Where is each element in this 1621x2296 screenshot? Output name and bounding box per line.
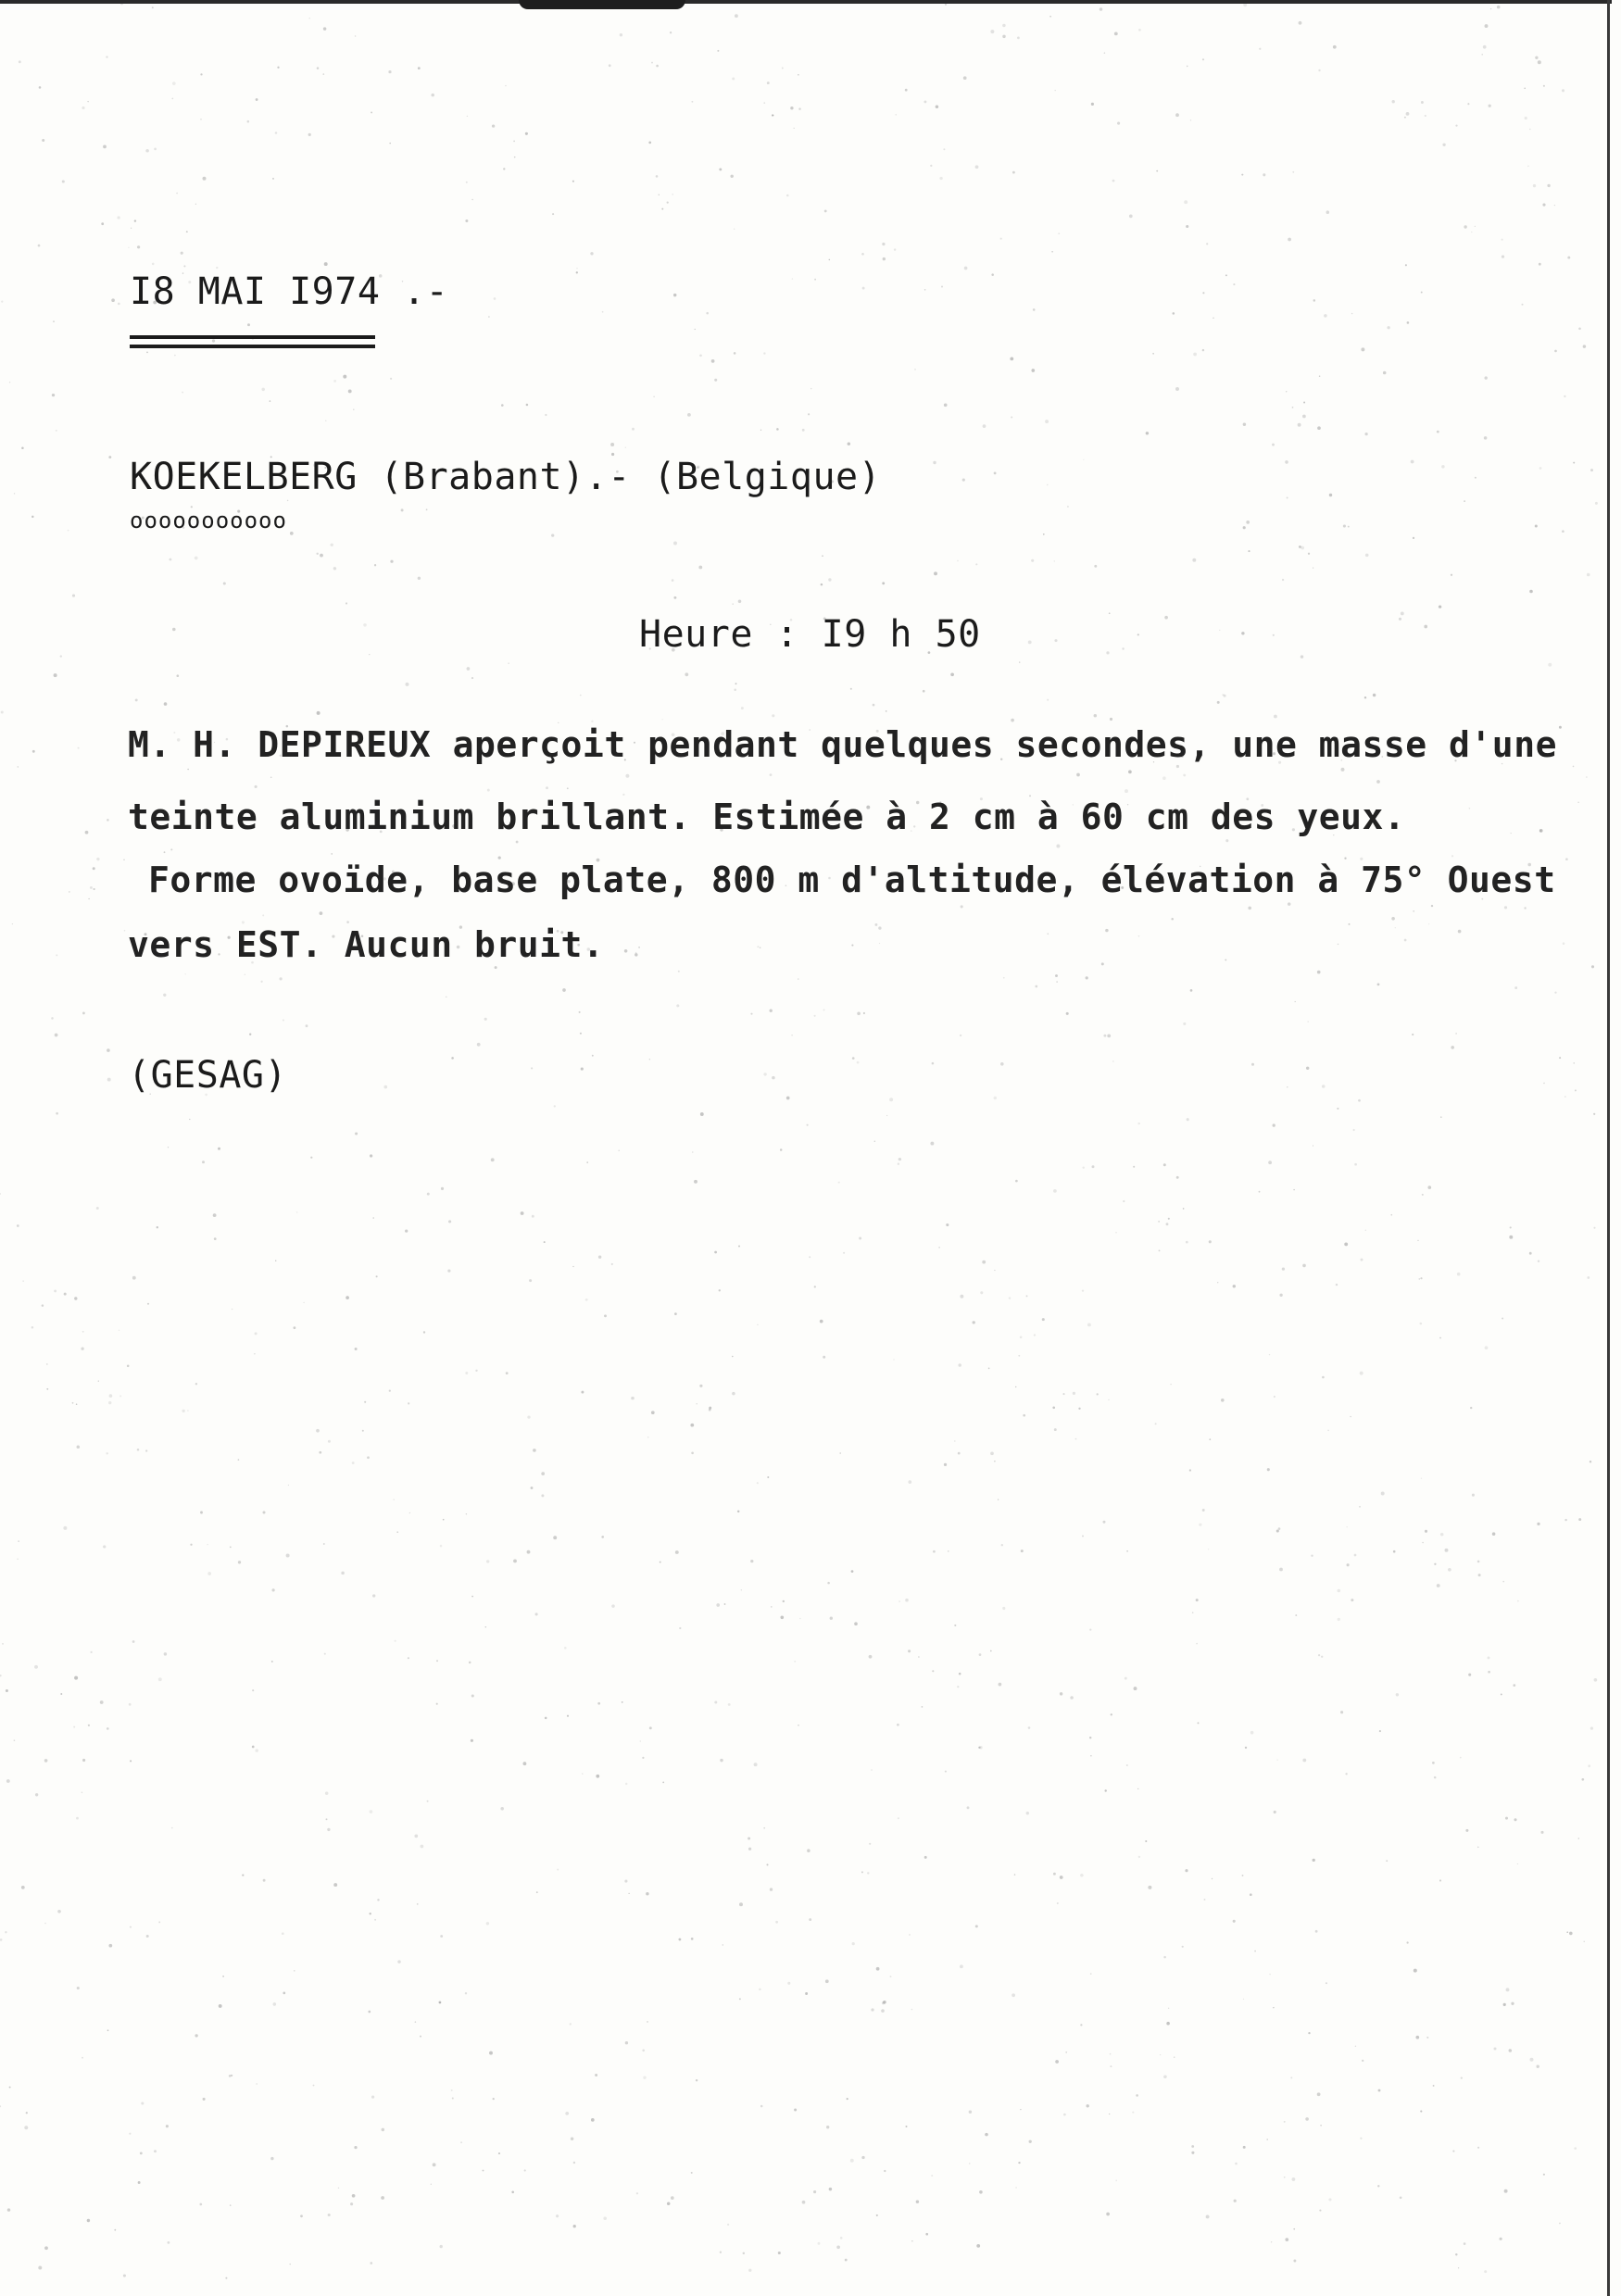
body-line-3: Forme ovoïde, base plate, 800 m d'altitude, élévation à 75° Ouest	[148, 859, 1556, 900]
location-underline: ooooooooooo	[130, 508, 287, 533]
report-date: I8 MAI I974 .-	[130, 270, 449, 313]
body-line-1: M. H. DEPIREUX aperçoit pendant quelques secondes, une masse d'une	[128, 724, 1557, 765]
date-double-underline	[130, 335, 375, 348]
body-line-2: teinte aluminium brillant. Estimée à 2 cm à 60 cm des yeux.	[128, 797, 1406, 837]
top-ink-smudge	[519, 0, 685, 9]
report-time: Heure : I9 h 50	[639, 613, 981, 656]
report-source: (GESAG)	[128, 1054, 288, 1097]
body-line-4: vers EST. Aucun bruit.	[128, 924, 605, 965]
report-location: KOEKELBERG (Brabant).- (Belgique)	[130, 456, 882, 498]
top-border-line	[0, 0, 1612, 4]
right-border-line	[1607, 0, 1610, 2296]
